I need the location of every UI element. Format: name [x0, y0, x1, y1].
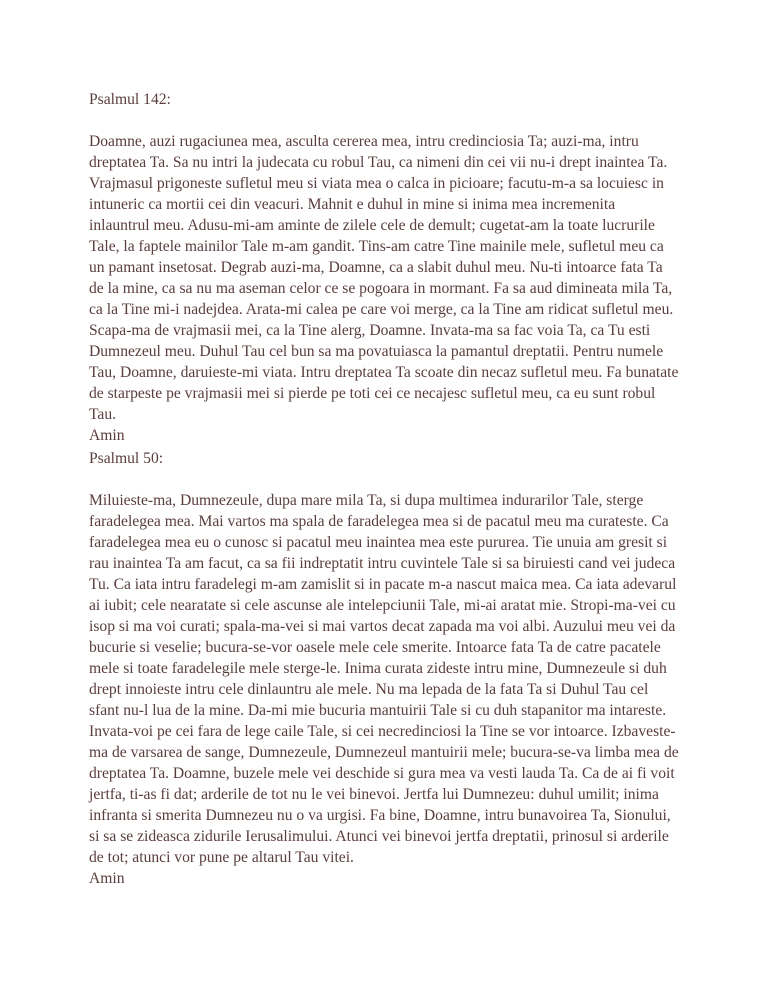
psalm-50-section: [89, 448, 679, 889]
psalm-142-section: [89, 89, 679, 446]
psalm-142-title: Psalmul 142:: [89, 91, 171, 108]
psalm-142-closing: Amin: [89, 427, 125, 444]
psalm-50-title: Psalmul 50:: [89, 450, 164, 467]
psalm-142-text: Doamne, auzi rugaciunea mea, asculta cererea mea, intru credinciosia Ta; auzi-ma, intru dreptatea Ta. Sa nu intri la judecata cu robul Tau, ca nimeni din cei vii nu-i drept inaintea Ta. Vrajmasul prigoneste sufletul meu si viata mea o calca in picioare; facutu-m-a sa locuiesc in intuneric ca mortii cei din veacuri. Mahnit e duhul in mine si inima mea incremenita inlauntrul meu. Adusu-mi-am aminte de zilele cele de demult; cugetat-am la toate lucrurile Tale, la faptele mainilor Tale m-am gandit. Tins-am catre Tine mainile mele, sufletul meu ca un pamant insetosat. Degrab auzi-ma, Doamne, ca a slabit duhul meu. Nu-ti intoarce fata Ta de la mine, ca sa nu ma aseman celor ce se pogoara in mormant. Fa sa aud dimineata mila Ta, ca la Tine mi-i nadejdea. Arata-mi calea pe care voi merge, ca la Tine am ridicat sufletul meu. Scapa-ma de vrajmasii mei, ca la Tine alerg, Doamne. Invata-ma sa fac voia Ta, ca Tu esti Dumnezeul meu. Duhul Tau cel bun sa ma povatuiasca la pamantul dreptatii. Pentru numele Tau, Doamne, daruieste-mi viata. Intru dreptatea Ta scoate din necaz sufletul meu. Fa bunatate de starpeste pe vrajmasii mei si pierde pe toti cei ce necajesc sufletul meu, ca eu sunt robul Tau.: [89, 133, 679, 423]
psalm-50-text: Miluieste-ma, Dumnezeule, dupa mare mila Ta, si dupa multimea indurarilor Tale, sterge faradelegea mea. Mai vartos ma spala de faradelegea mea si de pacatul meu ma curateste. Ca faradelegea mea eu o cunosc si pacatul meu inaintea mea este pururea. Tie unuia am gresit si rau inaintea Ta am facut, ca sa fii indreptatit intru cuvintele Tale si sa biruiesti cand vei judeca Tu. Ca iata intru faradelegi m-am zamislit si in pacate m-a nascut maica mea. Ca iata adevarul ai iubit; cele nearatate si cele ascunse ale intelepciunii Tale, mi-ai aratat mie. Stropi-ma-vei cu isop si ma voi curati; spala-ma-vei si mai vartos decat zapada ma voi albi. Auzului meu vei da bucurie si veselie; bucura-se-vor oasele mele cele smerite. Intoarce fata Ta de catre pacatele mele si toate faradelegile mele sterge-le. Inima curata zideste intru mine, Dumnezeule si duh drept innoieste intru cele dinlauntru ale mele. Nu ma lepada de la fata Ta si Duhul Tau cel sfant nu-l lua de la mine. Da-mi mie bucuria mantuirii Tale si cu duh stapanitor ma intareste. Invata-voi pe cei fara de lege caile Tale, si cei necredinciosi la Tine se vor intoarce. Izbaveste-ma de varsarea de sange, Dumnezeule, Dumnezeul mantuirii mele; bucura-se-va limba mea de dreptatea Ta. Doamne, buzele mele vei deschide si gura mea va vesti lauda Ta. Ca de ai fi voit jertfa, ti-as fi dat; arderile de tot nu le vei binevoi. Jertfa lui Dumnezeu: duhul umilit; inima infranta si smerita Dumnezeu nu o va urgisi. Fa bine, Doamne, intru bunavoirea Ta, Sionului, si sa se zideasca zidurile Ierusalimului. Atunci vei binevoi jertfa dreptatii, prinosul si arderile de tot; atunci vor pune pe altarul Tau vitei.: [89, 492, 679, 866]
psalm-50-closing: Amin: [89, 870, 125, 887]
